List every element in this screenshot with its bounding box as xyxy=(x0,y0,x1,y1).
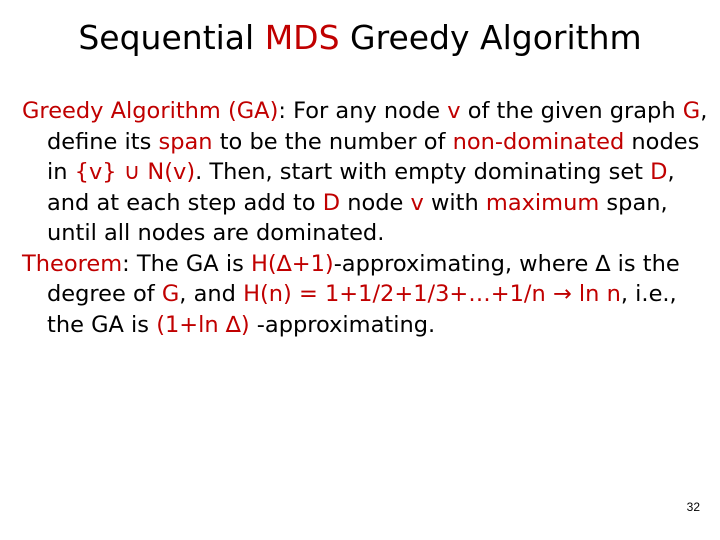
text-segment: , i.e., the GA is xyxy=(47,281,677,338)
text-segment: H(n) = 1+1/2+1/3+…+1/n → ln n xyxy=(243,281,621,307)
title-suffix: Greedy Algorithm xyxy=(350,18,642,57)
text-segment: of the given graph xyxy=(460,98,683,124)
text-segment: with xyxy=(423,189,486,216)
text-segment: to be the number of xyxy=(212,128,453,155)
text-segment: span, until all nodes are dominated. xyxy=(47,189,668,246)
text-segment: v xyxy=(447,98,461,124)
slide-body xyxy=(22,96,712,340)
text-segment: : For any node xyxy=(278,98,448,124)
text-segment: , and xyxy=(179,281,244,307)
title-highlight: MDS xyxy=(264,18,340,57)
text-segment: (1+ln ∆) xyxy=(156,311,250,338)
text-segment: v xyxy=(410,189,424,216)
text-segment: span xyxy=(158,128,213,155)
text-segment: : The GA is xyxy=(122,250,251,277)
text-segment: {v} ∪ N(v) xyxy=(74,159,196,185)
slide-title xyxy=(0,14,720,62)
text-segment: G xyxy=(161,281,180,307)
text-segment: -approximating, where ∆ is the degree of xyxy=(47,250,680,307)
text-segment: H(∆+1) xyxy=(250,250,334,277)
text-segment: Greedy Algorithm (GA) xyxy=(22,98,279,124)
text-segment: non-dominated xyxy=(452,128,625,155)
text-segment: maximum xyxy=(485,189,600,216)
text-segment: node xyxy=(340,189,411,216)
text-segment: -approximating. xyxy=(249,311,436,338)
text-segment: D xyxy=(650,159,668,185)
text-segment: , define its xyxy=(47,98,708,155)
text-segment: . Then, start with empty dominating set xyxy=(195,159,651,185)
text-segment: G xyxy=(682,98,701,124)
paragraph-greedy-algorithm xyxy=(22,96,712,249)
text-segment: Theorem xyxy=(22,250,123,277)
text-segment: , and at each step add to xyxy=(47,159,675,216)
paragraph-theorem xyxy=(22,249,712,341)
text-segment: D xyxy=(322,189,341,216)
title-prefix: Sequential xyxy=(78,18,255,57)
page-number: 32 xyxy=(686,500,700,514)
text-segment: nodes in xyxy=(47,128,700,185)
